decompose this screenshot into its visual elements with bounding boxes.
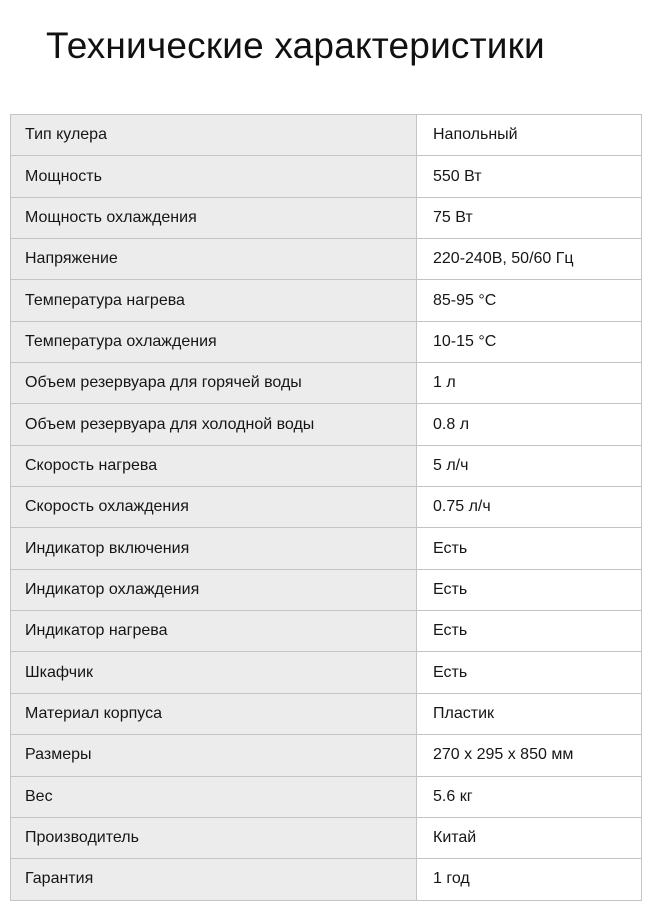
spec-value: 0.75 л/ч — [417, 487, 642, 528]
table-row — [11, 693, 642, 734]
spec-label: Мощность охлаждения — [11, 197, 417, 238]
spec-value: 5 л/ч — [417, 445, 642, 486]
table-row — [11, 652, 642, 693]
table-row — [11, 321, 642, 362]
spec-value: 220-240В, 50/60 Гц — [417, 239, 642, 280]
spec-label: Скорость нагрева — [11, 445, 417, 486]
table-row — [11, 115, 642, 156]
spec-value: Есть — [417, 569, 642, 610]
table-row — [11, 280, 642, 321]
spec-value: 5.6 кг — [417, 776, 642, 817]
page-title: Технические характеристики — [46, 25, 545, 66]
spec-label: Объем резервуара для холодной воды — [11, 404, 417, 445]
table-row — [11, 817, 642, 858]
spec-label: Индикатор охлаждения — [11, 569, 417, 610]
spec-value: Есть — [417, 652, 642, 693]
spec-label: Вес — [11, 776, 417, 817]
table-row — [11, 487, 642, 528]
spec-value: 75 Вт — [417, 197, 642, 238]
spec-value: 1 л — [417, 363, 642, 404]
spec-label: Температура нагрева — [11, 280, 417, 321]
spec-value: Есть — [417, 528, 642, 569]
spec-value: Китай — [417, 817, 642, 858]
spec-label: Размеры — [11, 735, 417, 776]
spec-label: Шкафчик — [11, 652, 417, 693]
table-row — [11, 611, 642, 652]
spec-value: 1 год — [417, 859, 642, 900]
table-row — [11, 239, 642, 280]
table-row — [11, 404, 642, 445]
spec-label: Гарантия — [11, 859, 417, 900]
spec-value: 0.8 л — [417, 404, 642, 445]
spec-label: Температура охлаждения — [11, 321, 417, 362]
spec-label: Производитель — [11, 817, 417, 858]
table-row — [11, 735, 642, 776]
table-row — [11, 156, 642, 197]
spec-value: 85-95 °C — [417, 280, 642, 321]
spec-label: Объем резервуара для горячей воды — [11, 363, 417, 404]
spec-label: Скорость охлаждения — [11, 487, 417, 528]
spec-label: Тип кулера — [11, 115, 417, 156]
spec-table — [10, 114, 642, 901]
table-row — [11, 528, 642, 569]
spec-value: Напольный — [417, 115, 642, 156]
table-row — [11, 859, 642, 900]
spec-value: Есть — [417, 611, 642, 652]
spec-table-body — [11, 115, 642, 901]
spec-label: Индикатор включения — [11, 528, 417, 569]
table-row — [11, 363, 642, 404]
spec-label: Материал корпуса — [11, 693, 417, 734]
spec-value: Пластик — [417, 693, 642, 734]
table-row — [11, 197, 642, 238]
spec-value: 550 Вт — [417, 156, 642, 197]
spec-label: Напряжение — [11, 239, 417, 280]
table-row — [11, 569, 642, 610]
spec-value: 270 x 295 x 850 мм — [417, 735, 642, 776]
table-row — [11, 445, 642, 486]
spec-label: Индикатор нагрева — [11, 611, 417, 652]
table-row — [11, 776, 642, 817]
spec-label: Мощность — [11, 156, 417, 197]
spec-value: 10-15 °C — [417, 321, 642, 362]
